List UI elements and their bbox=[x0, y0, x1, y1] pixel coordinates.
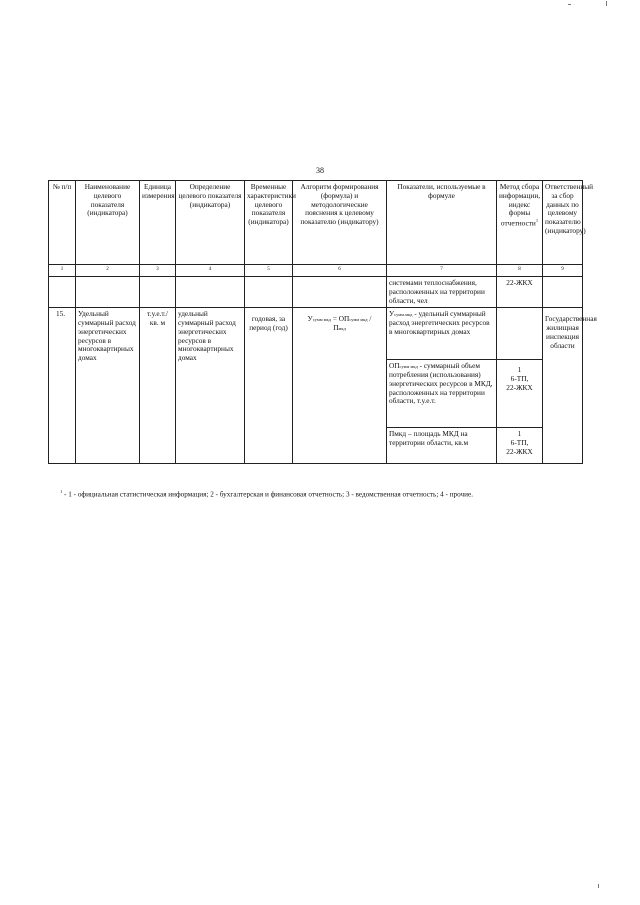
indicator-symbol: Пмкд bbox=[389, 429, 407, 439]
col-number: 8 bbox=[497, 265, 543, 277]
formula bbox=[293, 308, 387, 464]
indicator-description: - суммарный объем потребления (использования) энергетических ресурсов в МКД, расположенных на территории области, т.у.е.т. bbox=[389, 361, 493, 406]
indicator-description: - удельный суммарный расход энергетических ресурсов в многоквартирных домах bbox=[389, 309, 490, 336]
collection-method: 1 6-ТП, 22-ЖКХ bbox=[497, 360, 543, 428]
formula-lhs-sub: сумм мкд bbox=[312, 317, 331, 323]
scan-speck bbox=[568, 4, 571, 5]
scan-speck bbox=[606, 1, 607, 6]
time-characteristic: годовая, за период (год) bbox=[245, 308, 293, 464]
indicator-item bbox=[387, 428, 497, 464]
indicator-name: Удельный суммарный расход энергетических ресурсов в многоквартирных домах bbox=[76, 308, 140, 464]
indicator-description: – площадь МКД на территории области, кв.м bbox=[389, 429, 469, 447]
formula-numerator-sub: сумм мкд bbox=[349, 317, 368, 323]
header-responsible: Ответственный за сбор данных по целевому показателю (индикатору) bbox=[543, 181, 583, 265]
indicator-item bbox=[387, 360, 497, 428]
header-name: Наименование целевого показателя (индикатора) bbox=[76, 181, 140, 265]
continuation-indicator-text: системами теплоснабжения, расположенных на территории области, чел bbox=[387, 277, 497, 308]
continuation-method: 22-ЖКХ bbox=[497, 277, 543, 308]
header-num: № п/п bbox=[49, 181, 76, 265]
footnote-text: - 1 - официальная статистическая информация; 2 - бухгалтерская и финансовая отчетность; 3 - ведомственная отчетность; 4 - прочие. bbox=[62, 490, 473, 499]
collection-method: 1 6-ТП, 22-ЖКХ bbox=[497, 428, 543, 464]
col-number: 4 bbox=[176, 265, 245, 277]
footnote bbox=[60, 489, 590, 498]
col-number: 2 bbox=[76, 265, 140, 277]
page-number: 38 bbox=[316, 166, 324, 175]
header-method-footnote-mark: 1 bbox=[535, 218, 539, 223]
scan-speck bbox=[598, 884, 599, 888]
indicator-symbol-sub: сумм мкд bbox=[399, 364, 418, 370]
footnote-mark: 1 bbox=[60, 489, 63, 494]
table-row bbox=[49, 308, 583, 360]
header-period: Временные характеристики целевого показателя (индикатора) bbox=[245, 181, 293, 265]
header-method-label: Метод сбора информации, индекс формы отчетности bbox=[499, 182, 541, 228]
indicator-symbol-sub: сумм.мкд bbox=[394, 312, 413, 318]
col-number: 6 bbox=[293, 265, 387, 277]
col-number: 5 bbox=[245, 265, 293, 277]
responsible-party: Государственная жилищная инспекция области bbox=[543, 308, 583, 464]
formula-slash: / bbox=[367, 314, 372, 324]
formula-numerator: = ОП bbox=[331, 314, 350, 324]
row-number: 15. bbox=[49, 308, 76, 464]
collection-method bbox=[497, 308, 543, 360]
indicator-item bbox=[387, 308, 497, 360]
indicator-symbol: ОП bbox=[389, 361, 400, 371]
header-row bbox=[49, 181, 583, 265]
formula-denominator-sub: мкд bbox=[338, 326, 346, 331]
unit-of-measure: т.у.е.т./ кв. м bbox=[140, 308, 176, 464]
indicator-table bbox=[48, 180, 597, 464]
header-indicators: Показатели, используемые в формуле bbox=[387, 181, 497, 265]
formula-lhs: У bbox=[307, 314, 313, 324]
header-unit: Единица измерения bbox=[140, 181, 176, 265]
header-algorithm: Алгоритм формирования (формула) и методологические пояснения к целевому показателю (индикатору) bbox=[293, 181, 387, 265]
col-number: 1 bbox=[49, 265, 76, 277]
indicator-symbol: У bbox=[389, 309, 395, 319]
col-number: 9 bbox=[543, 265, 583, 277]
continuation-row bbox=[49, 277, 583, 308]
header-definition: Определение целевого показателя (индикатора) bbox=[176, 181, 245, 265]
col-number: 7 bbox=[387, 265, 497, 277]
header-method bbox=[497, 181, 543, 265]
formula-denominator: П bbox=[333, 323, 339, 332]
indicator-definition: удельный суммарный расход энергетических ресурсов в многоквартирных домах bbox=[176, 308, 245, 464]
column-number-row bbox=[49, 265, 583, 277]
col-number: 3 bbox=[140, 265, 176, 277]
